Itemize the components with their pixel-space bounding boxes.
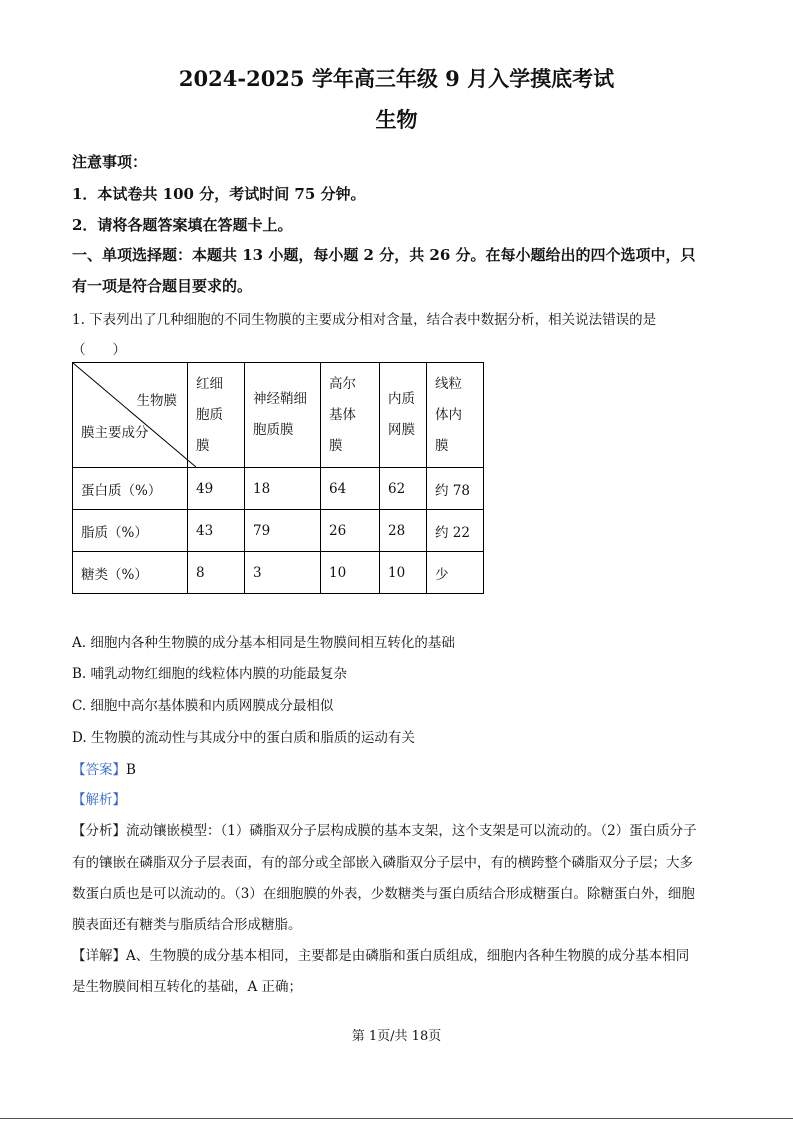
section-instruction: 一、单项选择题：本题共 13 小题，每小题 2 分，共 26 分。在每小题给出的四个选项中，只 <box>72 246 696 264</box>
table-cell: 62 <box>380 468 427 510</box>
corner-label-membrane: 生物膜 <box>136 393 177 409</box>
corner-label-component: 膜主要成分 <box>81 425 149 441</box>
membrane-composition-table <box>72 362 484 594</box>
row-label: 脂质（%） <box>73 510 188 552</box>
diagonal-line <box>73 363 196 467</box>
analysis-line: 膜表面还有糖类与脂质结合形成糖脂。 <box>72 917 302 933</box>
answer-value: B <box>126 762 136 778</box>
table-cell: 3 <box>245 552 321 594</box>
table-cell: 约 22 <box>427 510 484 552</box>
table-cell: 64 <box>321 468 380 510</box>
table-cell: 49 <box>188 468 245 510</box>
analysis-line: 【分析】流动镶嵌模型：（1）磷脂双分子层构成膜的基本支架，这个支架是可以流动的。（2）蛋白质分子 <box>72 823 697 839</box>
answer-line <box>72 758 136 778</box>
option-a: A. 细胞内各种生物膜的成分基本相同是生物膜间相互转化的基础 <box>72 635 455 651</box>
table-row <box>73 552 484 594</box>
page-divider <box>0 1118 793 1119</box>
table-cell: 8 <box>188 552 245 594</box>
table-cell: 约 78 <box>427 468 484 510</box>
table-header: 红细 胞质 膜 <box>188 363 245 468</box>
table-cell: 79 <box>245 510 321 552</box>
exam-subject: 生物 <box>375 107 418 132</box>
table-cell: 26 <box>321 510 380 552</box>
table-header: 高尔 基体 膜 <box>321 363 380 468</box>
table-cell: 43 <box>188 510 245 552</box>
option-d: D. 生物膜的流动性与其成分中的蛋白质和脂质的运动有关 <box>72 730 415 746</box>
analysis-tag: 【解析】 <box>72 792 126 808</box>
exam-title: 2024-2025 学年高三年级 9 月入学摸底考试 <box>178 66 615 91</box>
table-corner-cell <box>73 363 188 468</box>
table-cell: 少 <box>427 552 484 594</box>
detail-line: 【详解】A、生物膜的成分基本相同，主要都是由磷脂和蛋白质组成，细胞内各种生物膜的成分基本相同 <box>72 948 690 964</box>
row-label: 蛋白质（%） <box>73 468 188 510</box>
table-row <box>73 468 484 510</box>
table-header: 内质 网膜 <box>380 363 427 468</box>
analysis-label: 【分析】 <box>72 823 126 839</box>
detail-label: 【详解】 <box>72 948 126 964</box>
option-c: C. 细胞中高尔基体膜和内质网膜成分最相似 <box>72 698 334 714</box>
section-instruction: 有一项是符合题目要求的。 <box>72 277 253 295</box>
table-header: 线粒 体内 膜 <box>427 363 484 468</box>
analysis-line: 数蛋白质也是可以流动的。（3）在细胞膜的外表，少数糖类与蛋白质结合形成糖蛋白。除糖蛋白外，细胞 <box>72 886 695 902</box>
table-header: 神经鞘细 胞质膜 <box>245 363 321 468</box>
detail-line: 是生物膜间相互转化的基础，A 正确； <box>72 979 303 995</box>
table-cell: 10 <box>321 552 380 594</box>
page-number: 第 1页/共 18页 <box>351 1029 442 1044</box>
notice-heading: 注意事项： <box>72 153 148 171</box>
option-b: B. 哺乳动物红细胞的线粒体内膜的功能最复杂 <box>72 666 348 682</box>
notice-item: 2．请将各题答案填在答题卡上。 <box>72 216 293 234</box>
answer-tag: 【答案】 <box>72 762 126 778</box>
table-cell: 18 <box>245 468 321 510</box>
answer-bracket: （ ） <box>72 342 126 358</box>
table-row <box>73 510 484 552</box>
table-cell: 10 <box>380 552 427 594</box>
notice-item: 1．本试卷共 100 分，考试时间 75 分钟。 <box>72 185 366 203</box>
question-stem: 1. 下表列出了几种细胞的不同生物膜的主要成分相对含量，结合表中数据分析，相关说法错误的是 <box>72 312 657 328</box>
analysis-line: 有的镶嵌在磷脂双分子层表面，有的部分或全部嵌入磷脂双分子层中，有的横跨整个磷脂双分子层；大多 <box>72 855 693 871</box>
table-cell: 28 <box>380 510 427 552</box>
row-label: 糖类（%） <box>73 552 188 594</box>
